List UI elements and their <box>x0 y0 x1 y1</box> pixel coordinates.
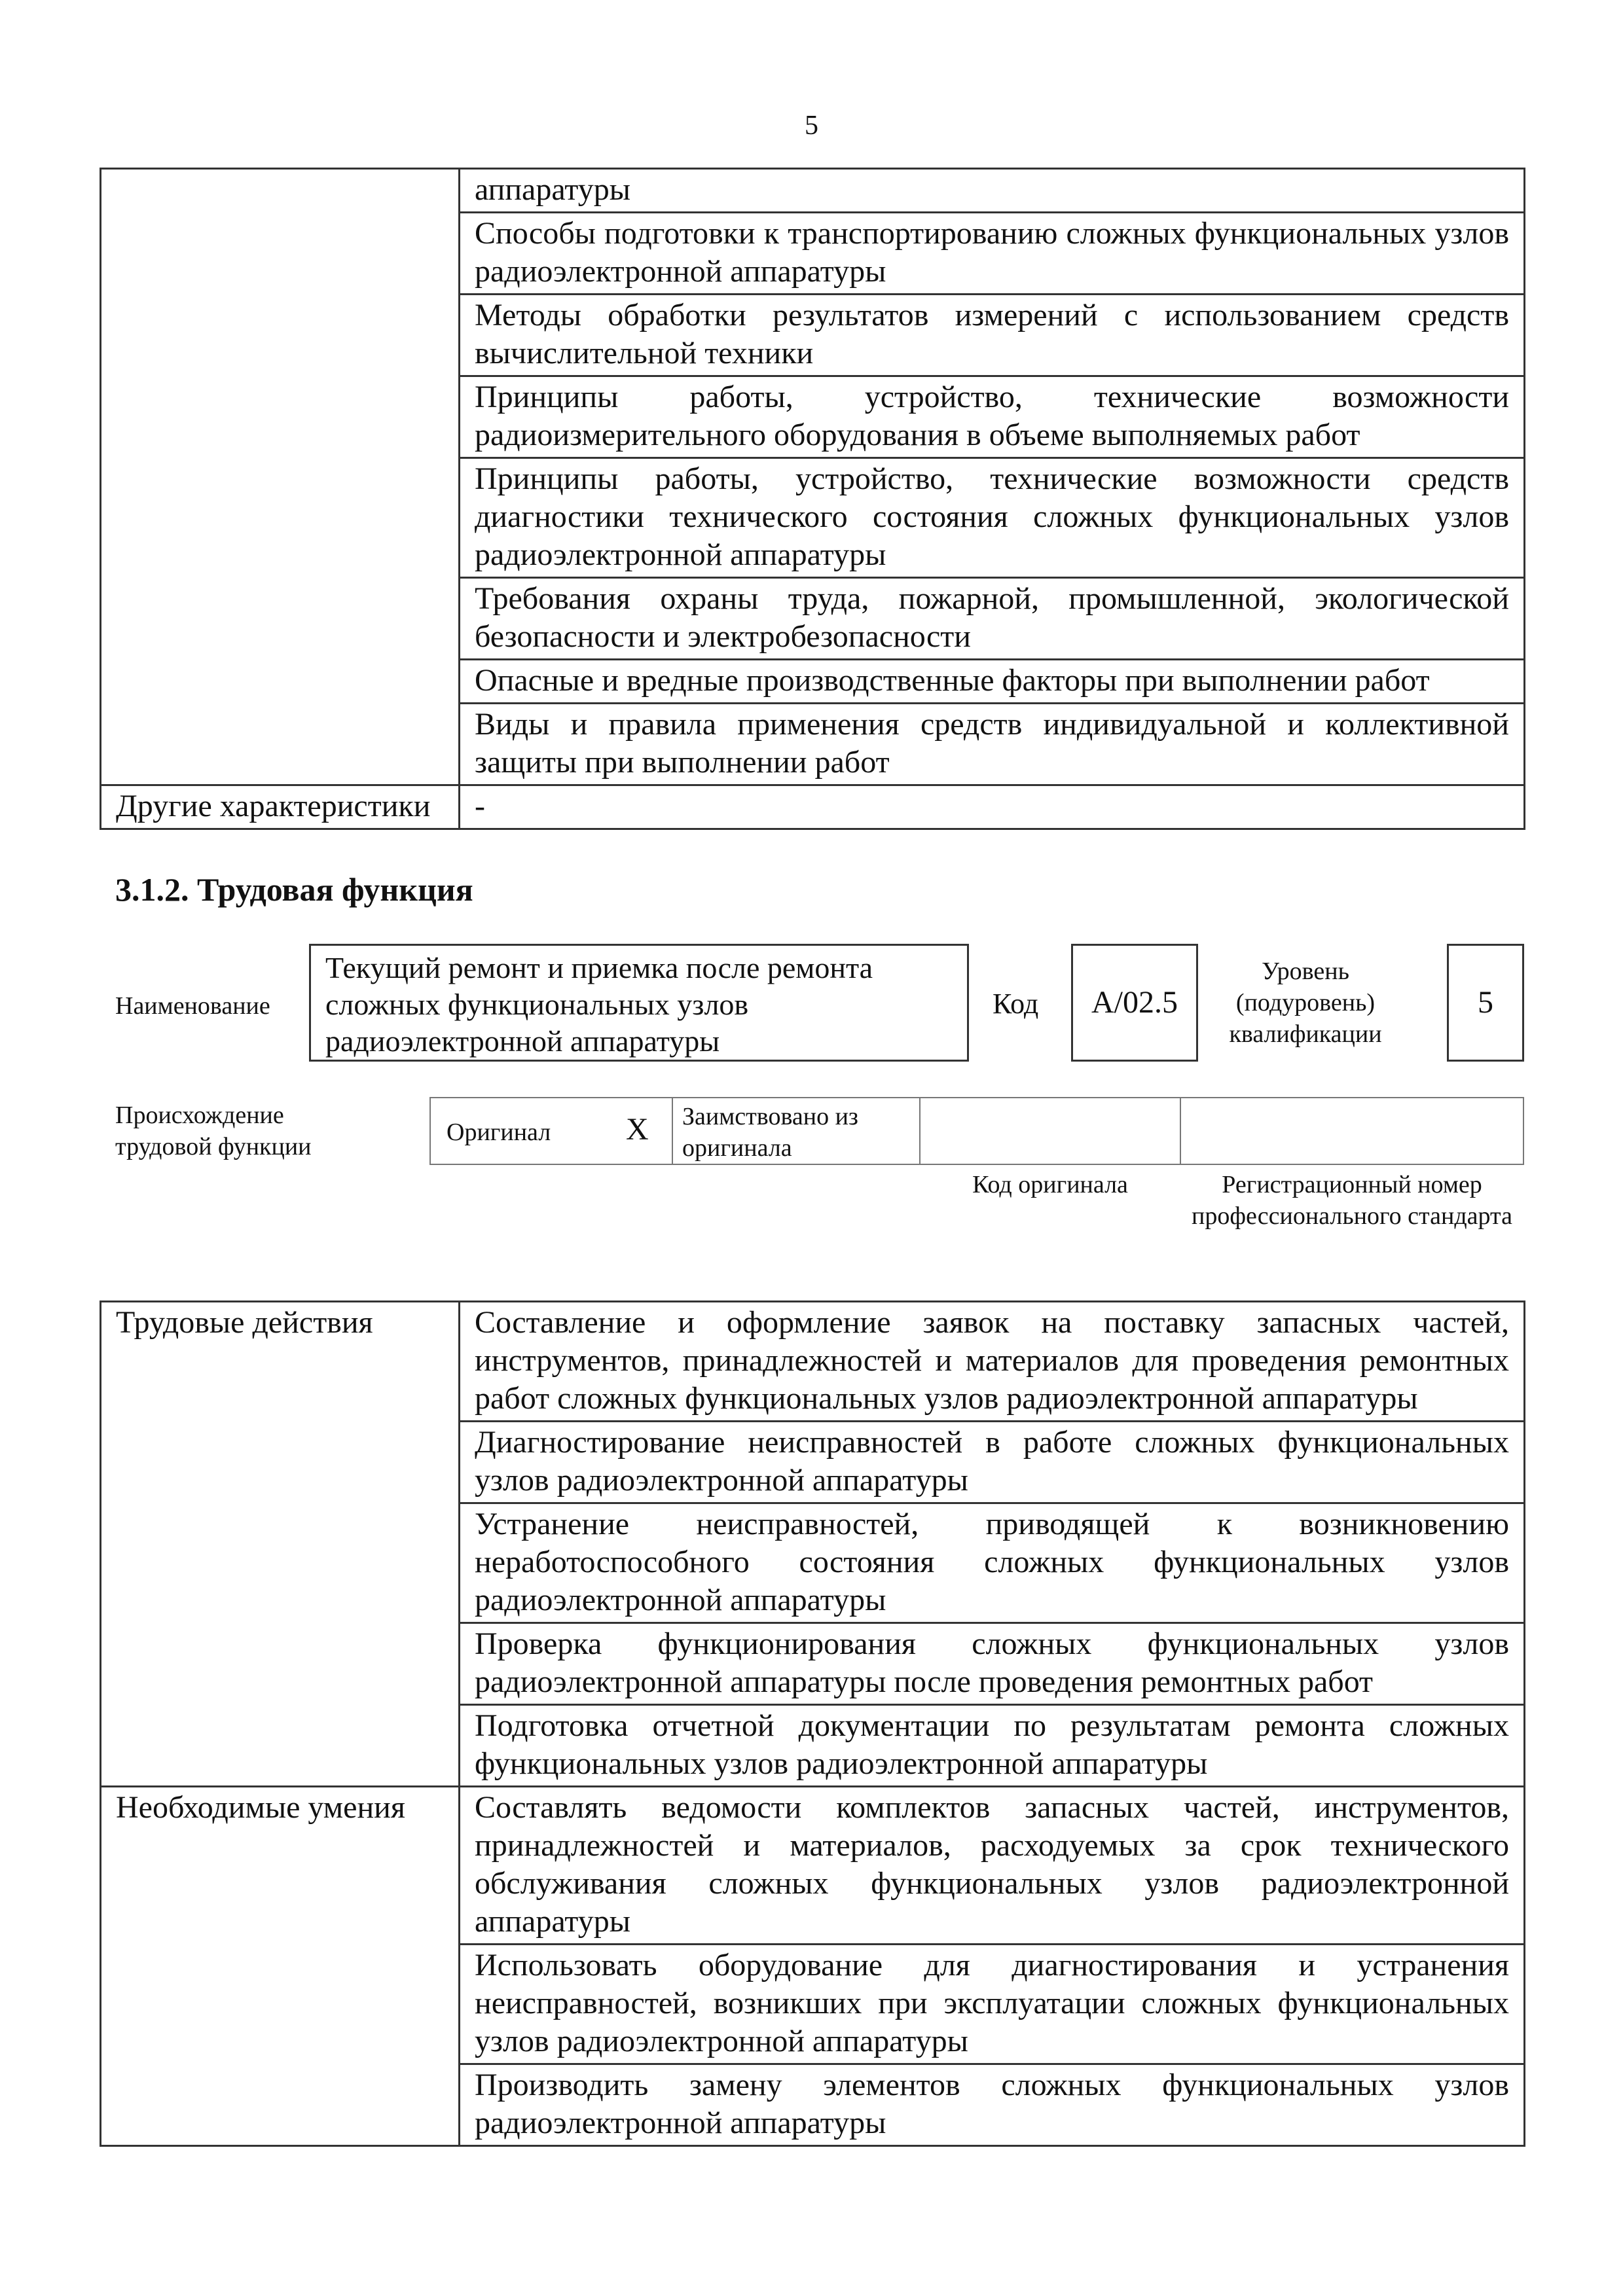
table-cell: Виды и правила применения средств индивидуальной и коллективной защиты при выполнении работ <box>460 704 1525 785</box>
origin-label: Происхождение трудовой функции <box>115 1102 312 1160</box>
code-label: Код <box>993 988 1039 1020</box>
page-number: 5 <box>805 111 818 141</box>
original-cell <box>429 1097 673 1165</box>
table-cell: Производить замену элементов сложных функциональных узлов радиоэлектронной аппаратуры <box>460 2064 1525 2146</box>
table-cell: Проверка функционирования сложных функциональных узлов радиоэлектронной аппаратуры после проведения ремонтных работ <box>460 1623 1525 1705</box>
table-cell: Использовать оборудование для диагностирования и устранения неисправностей, возникших при эксплуатации сложных функциональных узлов радиоэлектронной аппаратуры <box>460 1945 1525 2064</box>
table-cell: Методы обработки результатов измерений с использованием средств вычислительной техники <box>460 295 1525 376</box>
code-value: А/02.5 <box>1091 985 1178 1020</box>
table-cell: Диагностирование неисправностей в работе сложных функциональных узлов радиоэлектронной аппаратуры <box>460 1422 1525 1503</box>
reg-number-cell <box>1180 1097 1524 1165</box>
continuation-label-cell <box>101 169 460 785</box>
borrowed-label: Заимствовано из оригинала <box>682 1103 858 1162</box>
level-label: Уровень (подуровень) квалификации <box>1229 958 1382 1048</box>
table-row <box>101 785 1525 829</box>
table-cell: Составлять ведомости комплектов запасных частей, инструментов, принадлежностей и материалов, расходуемых за срок технического обслуживания сложных функциональных узлов радиоэлектронной аппаратуры <box>460 1787 1525 1945</box>
other-characteristics-value: - <box>460 785 1525 829</box>
level-value: 5 <box>1478 985 1493 1020</box>
section-title: 3.1.2. Трудовая функция <box>115 871 473 908</box>
level-value-box <box>1447 944 1524 1062</box>
function-name-box <box>309 944 969 1062</box>
reg-number-caption: Регистрационный номер профессионального стандарта <box>1192 1171 1512 1230</box>
table-cell: Устранение неисправностей, приводящей к возникновению неработоспособного состояния сложных функциональных узлов радиоэлектронной аппаратуры <box>460 1503 1525 1623</box>
original-label: Оригинал <box>447 1119 551 1146</box>
code-original-caption: Код оригинала <box>972 1171 1128 1198</box>
labor-actions-label: Трудовые действия <box>101 1302 460 1787</box>
code-value-box <box>1071 944 1198 1062</box>
borrowed-cell <box>672 1097 921 1165</box>
table-cell: Способы подготовки к транспортированию сложных функциональных узлов радиоэлектронной аппаратуры <box>460 213 1525 295</box>
table-row <box>101 1302 1525 1422</box>
function-name-value: Текущий ремонт и приемка после ремонта сложных функциональных узлов радиоэлектронной аппаратуры <box>325 951 873 1058</box>
code-original-cell <box>919 1097 1181 1165</box>
table-cell: Принципы работы, устройство, технические возможности радиоизмерительного оборудования в объеме выполняемых работ <box>460 376 1525 458</box>
table-row <box>101 1787 1525 1945</box>
table-cell: аппаратуры <box>460 169 1525 213</box>
required-skills-label: Необходимые умения <box>101 1787 460 2146</box>
table-cell: Подготовка отчетной документации по результатам ремонта сложных функциональных узлов радиоэлектронной аппаратуры <box>460 1705 1525 1787</box>
table-cell: Требования охраны труда, пожарной, промышленной, экологической безопасности и электробезопасности <box>460 578 1525 660</box>
other-characteristics-label: Другие характеристики <box>101 785 460 829</box>
table-row <box>101 169 1525 213</box>
knowledge-continuation-table <box>100 168 1525 830</box>
name-label: Наименование <box>115 992 270 1020</box>
labor-actions-table <box>100 1300 1525 2147</box>
original-mark: X <box>626 1112 649 1147</box>
table-cell: Составление и оформление заявок на поставку запасных частей, инструментов, принадлежностей и материалов для проведения ремонтных работ сложных функциональных узлов радиоэлектронной аппаратуры <box>460 1302 1525 1422</box>
table-cell: Принципы работы, устройство, технические возможности средств диагностики технического состояния сложных функциональных узлов радиоэлектронной аппаратуры <box>460 458 1525 578</box>
table-cell: Опасные и вредные производственные факторы при выполнении работ <box>460 660 1525 704</box>
